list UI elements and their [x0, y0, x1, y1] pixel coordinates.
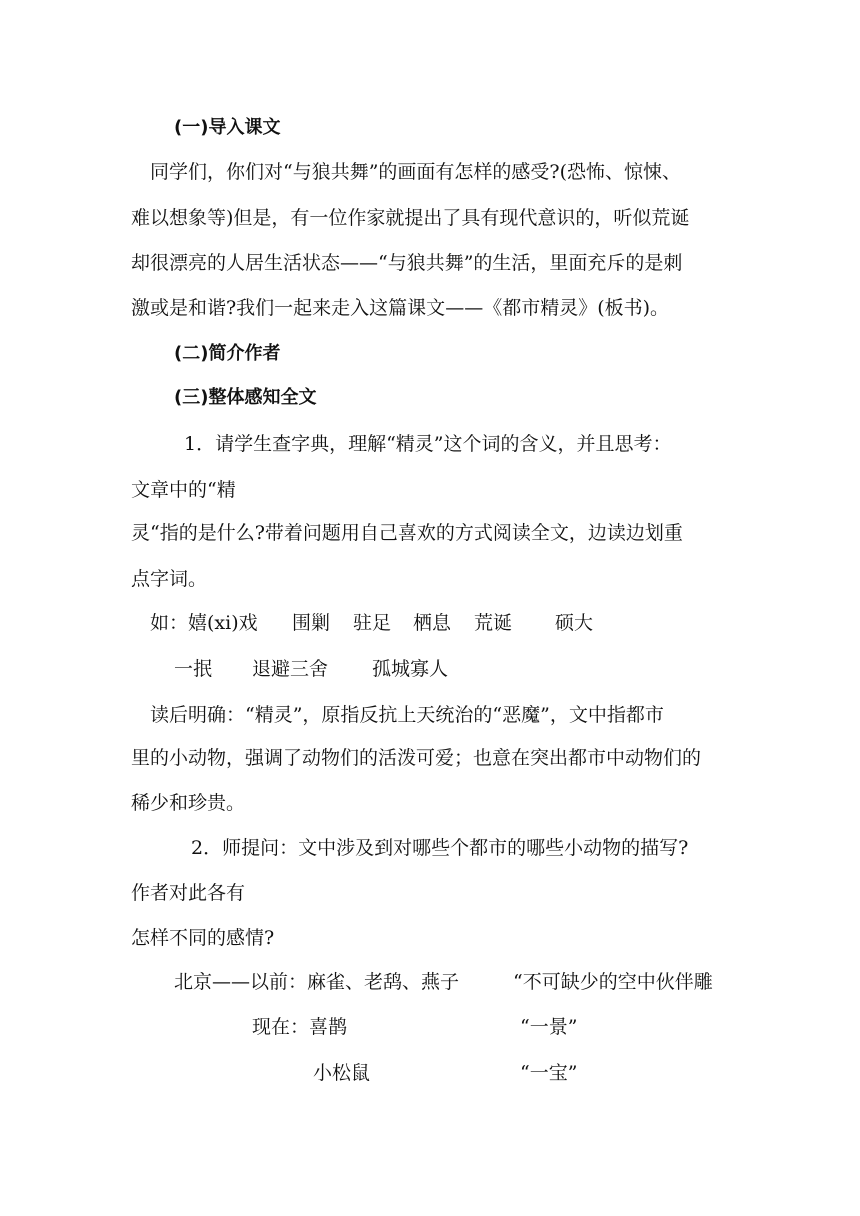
vocab-word: 如：嬉(xi)戏 [150, 612, 258, 634]
beijing-now: 现在：喜鹊 [252, 1016, 348, 1038]
paragraph-line: 却很漂亮的人居生活状态——“与狼共舞”的生活，里面充斥的是刺 [131, 252, 683, 274]
vocab-word: 驻足 [353, 612, 392, 634]
question-line: 作者对此各有 [131, 882, 246, 904]
question-line: 文章中的“精 [131, 479, 236, 501]
vocab-word: 退避三舍 [252, 658, 329, 680]
question-line: 怎样不同的感情? [131, 927, 275, 949]
paragraph-line: 同学们，你们对“与狼共舞”的画面有怎样的感受?(恐怖、惊悚、 [150, 161, 682, 183]
answer-line: 里的小动物，强调了动物们的活泼可爱；也意在突出都市中动物们的 [131, 747, 702, 769]
beijing-squirrel: 小松鼠 [313, 1062, 371, 1084]
question-line: 点字词。 [131, 568, 208, 590]
vocab-word: 孤城寡人 [372, 658, 449, 680]
section-heading-intro: (一)导入课文 [174, 117, 281, 138]
paragraph-line: 难以想象等)但是，有一位作家就提出了具有现代意识的，听似荒诞 [131, 207, 690, 229]
answer-line: 读后明确：“精灵”，原指反抗上天统治的“恶魔”，文中指都市 [150, 704, 664, 726]
section-heading-overview: (三)整体感知全文 [174, 387, 317, 408]
question-line: 2．师提问：文中涉及到对哪些个都市的哪些小动物的描写? [191, 837, 689, 859]
beijing-now-feeling: “一景” [520, 1016, 578, 1038]
beijing-past: 北京——以前：麻雀、老鸹、燕子 [174, 971, 460, 993]
beijing-past-feeling: “不可缺少的空中伙伴雕 [513, 971, 713, 993]
vocab-word: 围剿 [292, 612, 331, 634]
vocab-word: 栖息 [413, 612, 452, 634]
vocab-word: 一抿 [174, 658, 213, 680]
beijing-squirrel-feeling: “一宝” [520, 1062, 578, 1084]
vocab-word: 硕大 [555, 612, 594, 634]
section-heading-author: (二)简介作者 [174, 343, 281, 364]
paragraph-line: 激或是和谐?我们一起来走入这篇课文——《都市精灵》(板书)。 [131, 297, 670, 319]
vocab-word: 荒诞 [474, 612, 513, 634]
question-line: 1．请学生查字典，理解“精灵”这个词的含义，并且思考： [184, 433, 672, 455]
answer-line: 稀少和珍贵。 [131, 792, 246, 814]
question-line: 灵“指的是什么?带着问题用自己喜欢的方式阅读全文，边读边划重 [131, 522, 683, 544]
